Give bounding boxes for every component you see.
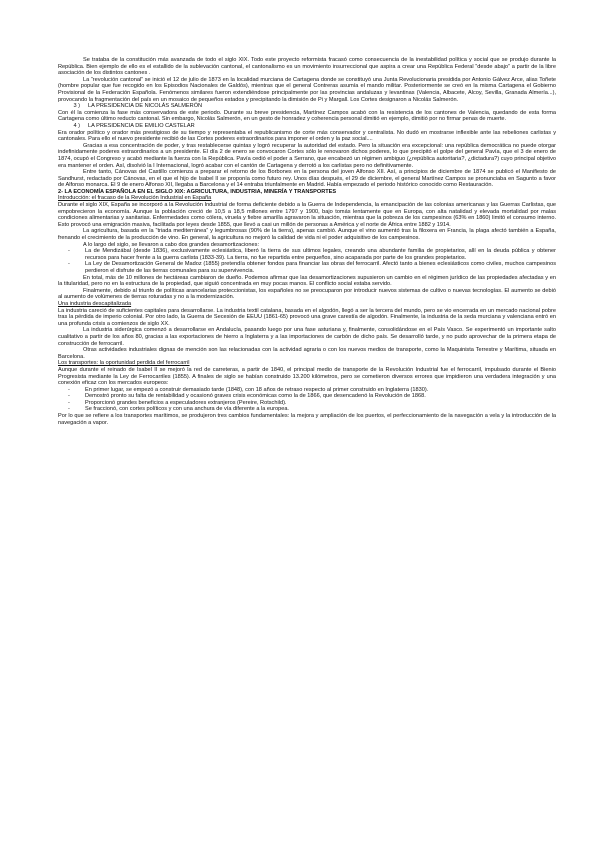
paragraph: Se trataba de la constitución más avanzada de todo el siglo XIX. Todo este proyecto reformista fracasó como consecuencia de la inestabilidad política y social que se produjo durante la República. Bien ejemplo de ello es el estallido de la sublevación cantonal, el cantonalismo es un movimiento insurreccional que aspira a crear una República Federal “desde abajo” a partir de la libre asociación de los distintos cantones . <box>58 57 556 77</box>
chapter-heading: 2- LA ECONOMÍA ESPAÑOLA EN EL SIGLO XIX: AGRICULTURA, INDUSTRIA, MINERÍA Y TRANSPORTES <box>58 188 337 195</box>
list-item: - Demostró pronto su falta de rentabilidad y ocasionó graves crisis económicas como la de 1866, que desencadenó la Revolución de 1868. <box>85 393 556 400</box>
paragraph: La industria siderúrgica comenzó a desarrollarse en Andalucía, pasando luego por una fase asturiana y, finalmente, consolidándose en el País Vasco. Se experimentó un importante salto cualitativo a partir de los años 80, gracias a las exportaciones de hierro a Inglaterra y a las importaciones de carbón de dicho país. Se desarrolló tarde, y no pudo aprovechar de la primera etapa de construcción de ferrocarril. <box>58 327 556 347</box>
paragraph: Durante el siglo XIX, España se incorporó a la Revolución Industrial de forma deficiente debido a la Guerra de Independencia, la emancipación de las colonias americanas y las Guerras Carlistas, que empobrecieron la economía. Aunque la población creció de 10,5 a 18,5 millones entre 1797 y 1900, bajo tomás lentamente que en Europa, con alta natalidad y elevada mortalidad por malas condiciones alimentarias y sanitarias. Enfermedades como cólera, viruela y fiebre amarilla agravaron la situación, mientras que la pobreza de los campesinos (63% en 1860) limitó el consumo interno. Esto provocó una emigración masiva, facilitada por leyes desde 1855, que llevó a casi un millón de personas a América y el norte de África entre 1882 y 1914. <box>58 202 556 228</box>
list-item: - La de Mendizábal (desde 1836), exclusivamente eclesiástica, liberó la tierra de sus ultimos legales, creando una abundante familia de propietarios, allí en la deuda pública y obtener recursos para hacer frente a la guerra carlista (1833-39). La tierra, no fue repartida entre pequeños, sino acaparada por parte de los grandes propietarios. <box>85 248 556 261</box>
paragraph: Otras actividades industriales dignas de mención son las relacionadas con la actividad agraria o con los nuevos medios de transporte, como la Maquinista Terrestre y Marítima, situada en Barcelona. <box>58 347 556 360</box>
paragraph: La “revolución cantonal” se inició el 12 de julio de 1873 en la localidad murciana de Cartagena donde se constituyó una Junta Revolucionaria presidida por Antonio Gálvez Arce, alias Toñete (hombre popular que fue recogido en los Episodios Nacionales de Galdós), mientras que el general Contreras asumía el mando militar. Posteriormente se creó en la misma Cartagena el Gobierno Provisional de la Federación Española. Fenómenos similares fueron extendiéndose principalmente por las provincias andaluzas y levantinas (Valencia, Albacete, Alcoy, Sevilla, Granada Almería...), provocando la fragmentación del país en un mosaico de pequeños estados y precipitando la dimisión de Pi y Margall. Los Cortes designaron a Nicolás Salmerón. <box>58 76 556 103</box>
document-page <box>58 57 556 426</box>
heading-number: 3 ) <box>73 103 80 110</box>
list-item: - La Ley de Desamortización General de Madoz (1855) pretendía obtener fondos para financiar las obras del ferrocarril. Afectó tanto a bienes eclesiásticos como civiles, muchos campesinos perdieron el disfrute de las tierras comunales para su supervivencia. <box>85 261 556 274</box>
list-item: - En primer lugar, se empezó a construir demasiado tarde (1848), con 18 años de retraso respecto al primer construido en Inglaterra (1830). <box>85 387 556 394</box>
section-heading <box>58 103 556 110</box>
paragraph: La industria careció de suficientes capitales para desarrollarse. La industria textil catalana, basada en el algodón, llegó a ser la tercera del mundo, pero se vio encerrada en un mercado nacional pobre tras la pérdida de imperio colonial. Por otro lado, la Guerra de Secesión de EEUU (1861-65) provocó una grave carestía de algodón. Finalmente, la industria de la seda murciana y valenciana entró en una profunda crisis a comienzos de siglo XX. <box>58 307 556 327</box>
paragraph: Era orador político y orador más prestigioso de su tiempo y representaba el republicanismo de corte más conservador y centralista. No dudó en mostrarse inflexible ante las rebeliones carlistas y cantonales. Para ello el nuevo presidente recibió de las Cortes poderes extraordinarios para imponer el orden y la paz social.... <box>58 129 556 143</box>
subsection-heading: Los transportes: la oportunidad perdida del ferrocarril <box>58 360 190 367</box>
paragraph: Aunque durante el reinado de Isabel II se mejoró la red de carreteras, a partir de 1840, el principal medio de transporte de la Revolución Industrial fue el ferrocarril, impulsado durante el Bienio Progresista mediante la Ley de Ferrocarriles (1855). A finales de siglo se habían construido 13.200 kilómetros, pero se cometieron diversos errores que impidieron una verdadera integración y una conexión eficaz con los mercados europeos: <box>58 366 556 387</box>
paragraph: Con él la comienza la fase más conservadora de este periodo. Durante su breve presidencia, Martínez Campos acabó con la resistencia de los cantones de Valencia, quedando de esta forma Cartagena como último reducto cantonal. Sin embargo, Nicolás Salmerón, en un gesto de honradez y coherencia personal dimitió en ejemplo, dimitió por no firmar penas de muerte. <box>58 109 556 123</box>
bullet-list <box>58 387 556 413</box>
heading-text: LA PRESIDENCIA DE EMILIO CASTELAR <box>88 122 195 129</box>
list-item: - Se fraccionó, con cortes políticos y con una anchura de vía diferente a la europea. <box>85 406 556 413</box>
heading-number: 4 ) <box>73 122 80 129</box>
subsection-heading: Una industria descapitalizada <box>58 300 132 307</box>
paragraph: Gracias a esa concentración de poder, y tras restablecerse quintas y logró recuperar la autoridad del estado. Pero la situación era excepcional: una república democrática no puede otorgar indefinidamente poderes extraordinarios a un presidente. El día 2 de enero se convocaron Cortes sólo le renovaron dichos poderes, lo que precipitó el golpe del general Pavía, que el 3 de enero de 1874, ocupó el Congreso y acabó mediante la fuerza con la República. Pavía cedió el poder a Serrano, que encabezó un régimen ambiguo (¿república autoritaria?, ¿dictadura?) cuyo principal objetivo era mantener el orden. Así, disolvió la I Internacional, logró acabar con el cantón de Cartagena y derrotó a los carlistas pero no definitivamente. <box>58 142 556 169</box>
heading-text: LA PRESIDENCIA DE NICOLÁS SALMERÓN <box>88 103 203 110</box>
paragraph: Por lo que se refiere a los transportes marítimos, se produjeron tres cambios fundamentales: la mejora y ampliación de los puertos, el perfeccionamiento de la navegación a vela y la introducción de la navegación a vapor. <box>58 413 556 426</box>
paragraph: En total, más de 10 millones de hectáreas cambiaron de dueño. Podemos afirmar que las desamortizaciones supusieron un cambio en el régimen jurídico de las propiedades afectadas y en la titularidad, pero no en la estructura de la propiedad, que siguió concentrada en muy pocas manos. El conflicto social estaba servido. <box>58 274 556 288</box>
paragraph: Entre tanto, Cánovas del Castillo comienza a preparar el retorno de los Borbones en la persona del joven Alfonso XII. Así, a principios de diciembre de 1874 se publicó el Manifiesto de Sandhurst, redactado por Cánovas, en el que el hijo de Isabel II se proponía como futuro rey. Unos días después, el 29 de diciembre, el general Martínez Campos se pronunciaba en Sagunto a favor de Alfonso monarca. El 9 de enero Alfonso XII, llegaba a Barcelona y el 14 entraba triunfalmente en Madrid. Había empezado el periodo histórico conocido como Restauración. <box>58 169 556 189</box>
list-item: - Proporcionó grandes beneficios a especuladores extranjeros (Pereire, Rotschild). <box>85 400 556 407</box>
paragraph: Finalmente, debido al triunfo de políticas arancelarias proteccionistas, los españoles no se preocuparon por introducir nuevos sistemas de cultivo o nuevas tecnologías. El aumento se debió al aumento de volúmenes de tierras roturadas y no a la modernización. <box>58 287 556 301</box>
subsection-heading: Introducción: el fracaso de la Revolución Industrial en España <box>58 195 212 202</box>
section-heading <box>58 123 556 130</box>
paragraph: La agricultura, basada en la “triada mediterránea” y legumbrosas (90% de la tierra), apenas cambió. Aunque el vino aumentó tras la filoxera en Francia, la plaga afectó también a España, frenando el crecimiento de la producción de vino. En general, la agricultura no mejoró la calidad de vida ni el poder adquisitivo de los campesinos. <box>58 228 556 242</box>
paragraph: A lo largo del siglo, se llevaron a cabo dos grandes desamortizaciones: <box>83 241 259 248</box>
bullet-list <box>58 248 556 274</box>
